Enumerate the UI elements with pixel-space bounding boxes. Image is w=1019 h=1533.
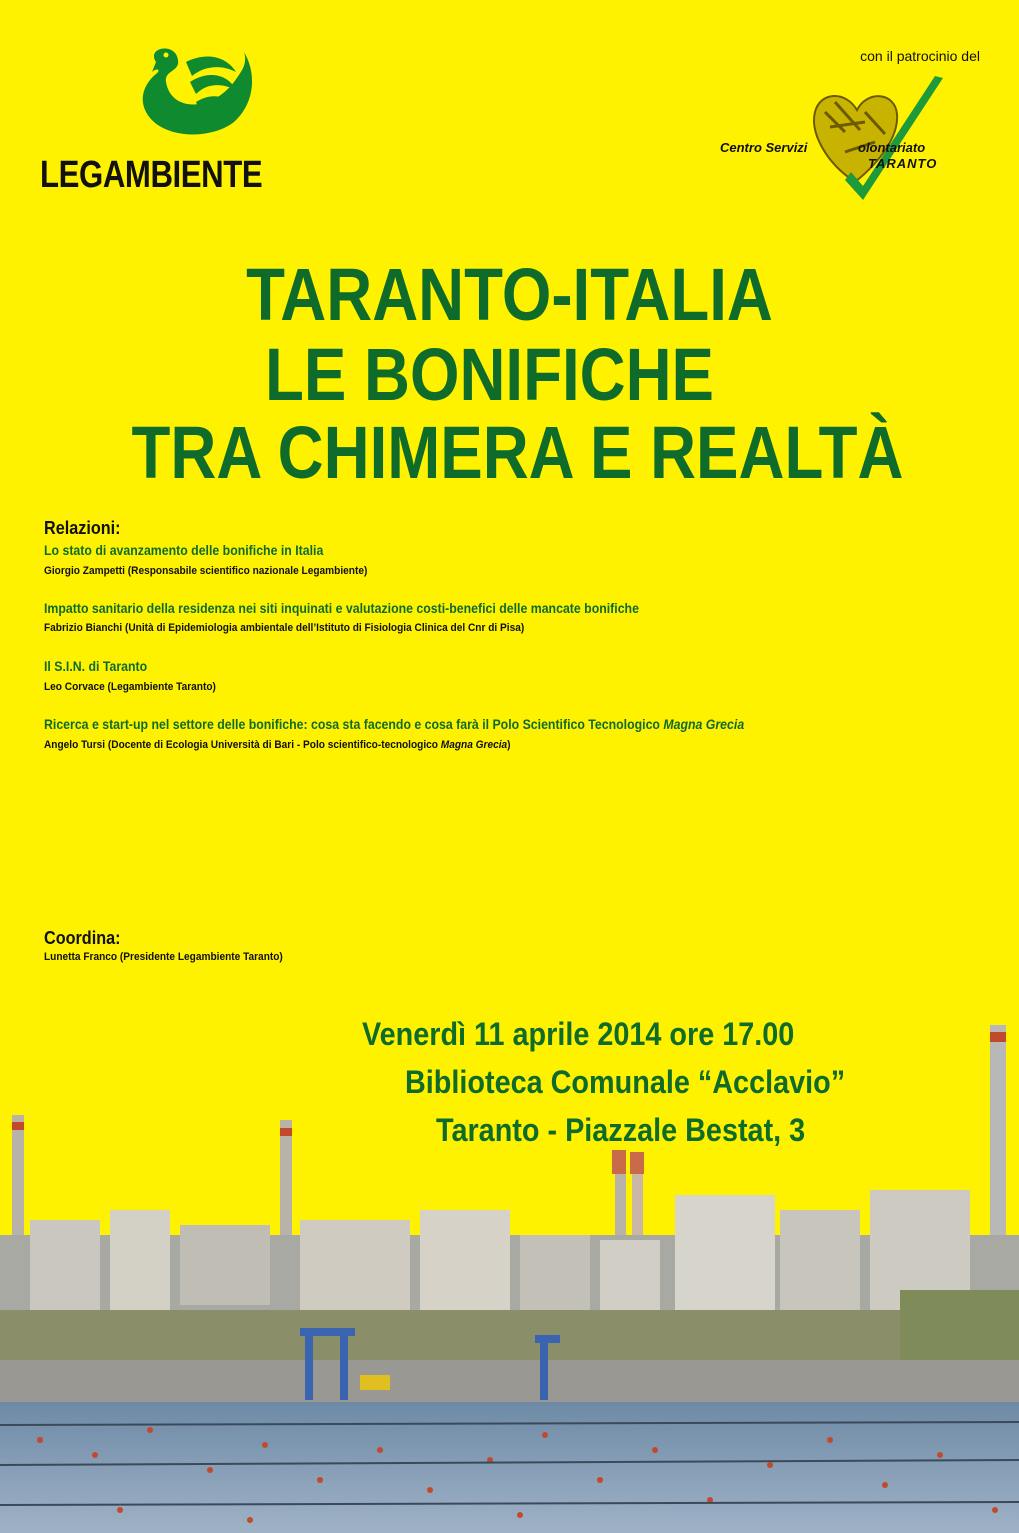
talk-2-speaker: Fabrizio Bianchi (Unità di Epidemiologia ambientale dell’Istituto di Fisiologia Clinica del Cnr di Pisa) [44,622,525,634]
coordina-name: Lunetta Franco (Presidente Legambiente Taranto) [44,951,283,963]
talk-4-title-text: Ricerca e start-up nel settore delle bonifiche: cosa sta facendo e cosa farà il Polo Scientifico Tecnologico [44,716,660,732]
talk-4-speaker-italic: Magna Grecia [440,739,508,751]
title-line-3: TRA CHIMERA E REALTÀ [131,411,904,494]
csv-taranto-logo [700,48,990,188]
legambiente-logo [38,42,298,202]
event-date: Venerdì 11 aprile 2014 ore 17.00 [362,1016,795,1052]
talk-1-title: Lo stato di avanzamento delle bonifiche in Italia [44,542,324,558]
relazioni-heading: Relazioni: [44,518,121,538]
csv-city: TARANTO [868,156,938,171]
talk-4-title-italic: Magna Grecia [663,716,745,732]
event-place: Biblioteca Comunale “Acclavio” [405,1064,846,1100]
talk-3-title: Il S.I.N. di Taranto [44,658,148,674]
talk-4-speaker [44,739,511,751]
swan-logo-icon [116,42,266,142]
talk-4-speaker-end: ) [507,739,511,751]
title-line-2: LE BONIFICHE [264,333,715,416]
patrocinio-label: con il patrocinio del [860,48,980,64]
talk-3-speaker: Leo Corvace (Legambiente Taranto) [44,681,216,693]
legambiente-wordmark: LEGAMBIENTE [40,154,263,196]
talk-4-title [44,716,744,732]
coordina-heading: Coordina: [44,928,121,948]
csv-name-part-a: Centro Servizi [720,140,808,155]
talk-1-speaker: Giorgio Zampetti (Responsabile scientifico nazionale Legambiente) [44,565,368,577]
event-address: Taranto - Piazzale Bestat, 3 [436,1112,806,1148]
talk-2-title: Impatto sanitario della residenza nei siti inquinati e valutazione costi-benefici delle mancate bonifiche [44,600,639,616]
title-line-1: TARANTO-ITALIA [246,253,773,336]
talk-4-speaker-text: Angelo Tursi (Docente di Ecologia Università di Bari - Polo scientifico-tecnologico [44,739,438,751]
csv-name-part-b: olontariato [858,140,926,155]
